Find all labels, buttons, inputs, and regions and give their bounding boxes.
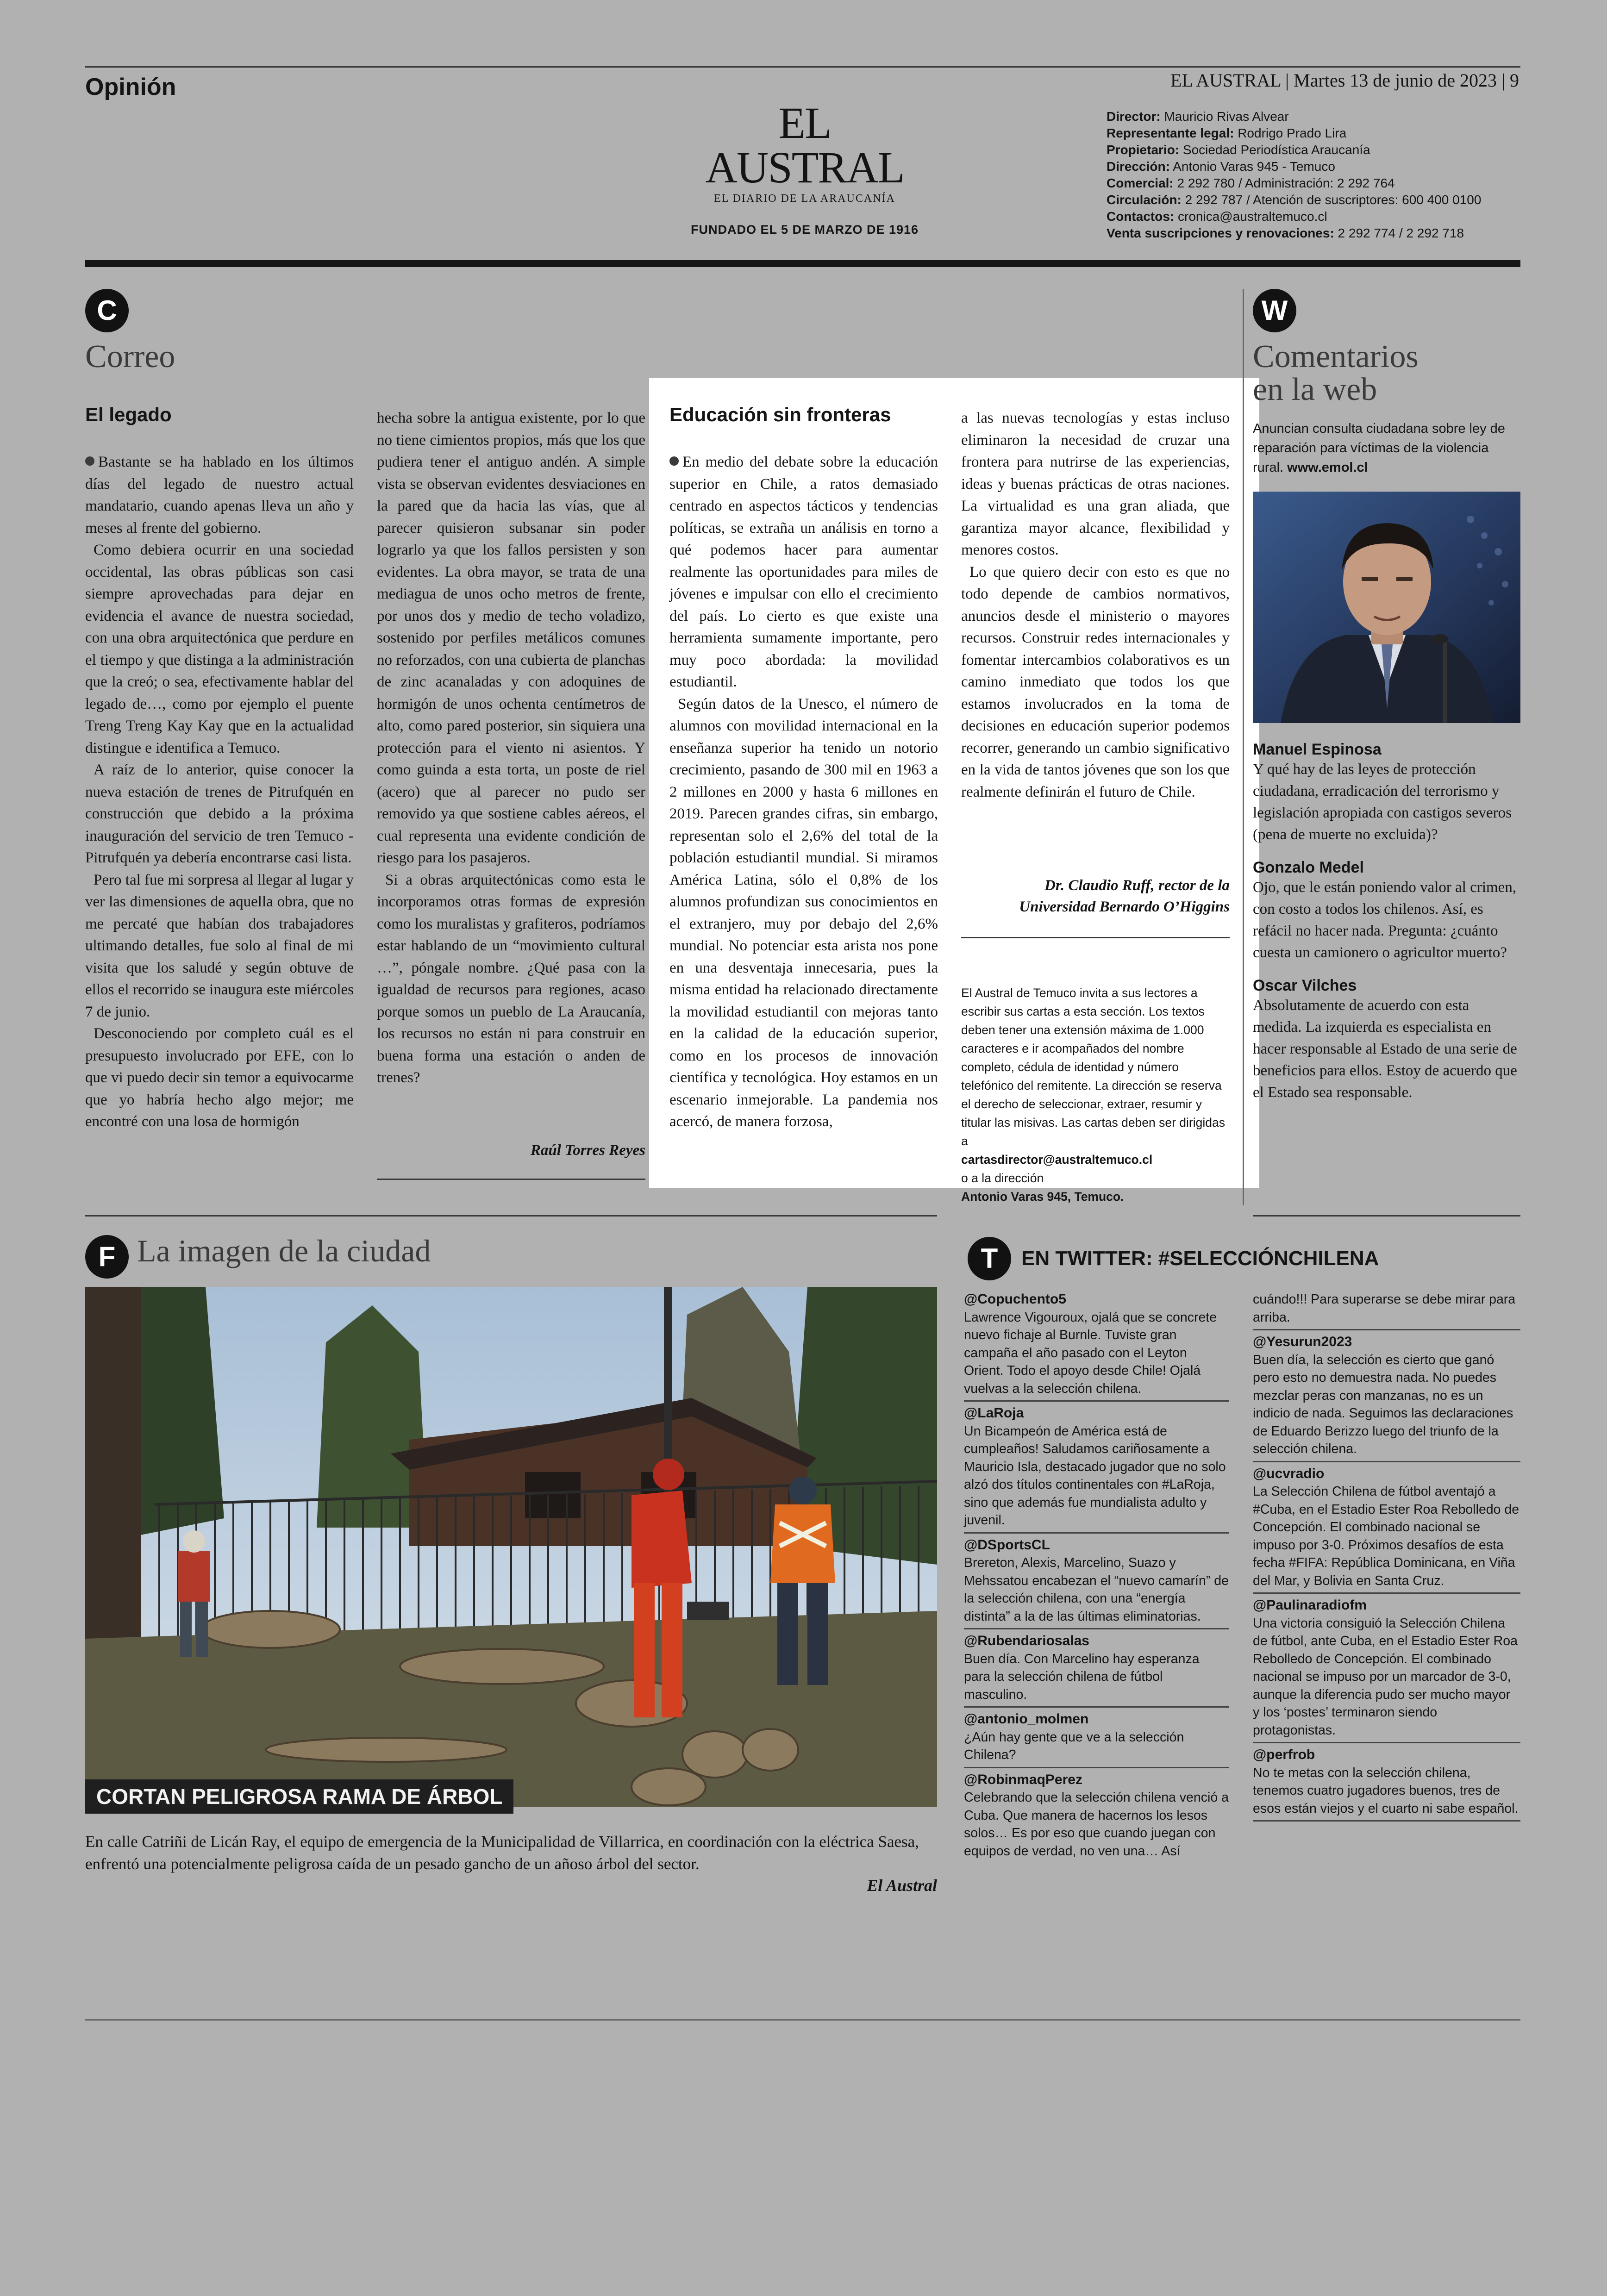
twitter-badge: T xyxy=(968,1237,1011,1280)
paragraph: hecha sobre la antigua existente, por lo que no tiene cimientos propios, más que los que pudiera tener el antiguo andén. A simple vista se observan evidentes desviaciones en la pared que da hacia las vías, que al parecer quisieron subsanar sin poder lograrlo ya que los fallos persisten y son evidentes. La obra mayor, se trata de una mediagua de unos ocho metros de frente, por unos dos y medio de techo voladizo, sostenido por perfiles metálicos comunes no reforzados, con una cubierta de planchas de zinc acanaladas y con adoquines de hormigón de unos ochenta centímetros de alto, como pared posterior, sin siquiera una protección para el viento ni asientos. Y como guinda a esta torta, un poste de riel (acero) que al parecer no pudo ser removido ya que sostiene cables aéreos, el cual representa una evidente condición de riesgo para los pasajeros. xyxy=(377,410,645,866)
letter1-headline: El legado xyxy=(85,404,172,425)
comment-author: Oscar Vilches xyxy=(1253,977,1357,994)
photo-caption: En calle Catriñi de Licán Ray, el equipo de emergencia de la Municipalidad de Villarrica, en coordinación con la eléctrica Saesa, enfrentó una potencialmente peligrosa caída de un pesado gancho de un añoso árbol del sector. xyxy=(85,1833,919,1873)
paragraph: Desconociendo por completo cuál es el presupuesto involucrado por EFE, con lo que vi puedo decir sin temor a equivocarme que yo habría hecho algo mejor; me encontré con una losa de hormigón xyxy=(85,1025,354,1130)
bullet-icon xyxy=(669,456,679,466)
comment xyxy=(1253,977,1520,1104)
tweet xyxy=(964,1710,1229,1768)
photo-credit: El Austral xyxy=(867,1876,937,1895)
comment-author: Gonzalo Medel xyxy=(1253,859,1364,876)
section-label: Opinión xyxy=(85,74,176,100)
founded-line: FUNDADO EL 5 DE MARZO DE 1916 xyxy=(690,223,919,237)
staff-row: Comercial: 2 292 780 / Administración: 2 292 764 xyxy=(1107,176,1395,190)
tweet-text: ¿Aún hay gente que ve a la selección Chilena? xyxy=(964,1729,1184,1762)
tweet-handle[interactable]: @Paulinaradiofm xyxy=(1253,1597,1367,1613)
comment-text: Ojo, que le están poniendo valor al crimen, con costo a todos los chilenos. Así, es refácil no hacer nada. Pregunta: ¿cuánto cuesta un camionero o agricultor muerto? xyxy=(1253,879,1517,961)
speaker-photo xyxy=(1253,492,1520,723)
web-intro: Anuncian consulta ciudadana sobre ley de reparación para víctimas de la violencia rural. www.emol.cl xyxy=(1253,421,1505,475)
tweets-column-1 xyxy=(964,1291,1229,1860)
paragraph: A raíz de lo anterior, quise conocer la nueva estación de trenes de Pitrufquén en construcción que debido a la próxima inauguración del servicio de tren Temuco - Pitrufquén ya debería encontrarse casi lista. xyxy=(85,761,354,866)
comment-author: Manuel Espinosa xyxy=(1253,741,1382,758)
staff-row: Venta suscripciones y renovaciones: 2 292 774 / 2 292 718 xyxy=(1107,226,1464,240)
speaker-photo-art xyxy=(1253,492,1520,723)
tweet xyxy=(1253,1333,1520,1462)
comment xyxy=(1253,859,1520,964)
tweet xyxy=(1253,1291,1520,1330)
column-divider xyxy=(1243,289,1244,1205)
bullet-icon xyxy=(85,456,94,466)
letter2-headline: Educación sin fronteras xyxy=(669,404,891,425)
photo-caption-title: CORTAN PELIGROSA RAMA DE ÁRBOL xyxy=(85,1779,513,1814)
tweet-text: cuándo!!! Para superarse se debe mirar para arriba. xyxy=(1253,1292,1516,1325)
letter1-column-2 xyxy=(377,407,645,1089)
staff-row: Representante legal: Rodrigo Prado Lira xyxy=(1107,126,1347,140)
comment xyxy=(1253,741,1520,846)
tweet-text: No te metas con la selección chilena, tenemos cuatro jugadores buenos, tres de esos están viejos y el cuarto ni sabe español. xyxy=(1253,1765,1519,1816)
top-rule xyxy=(85,66,1520,68)
tweet-text: Buen día. Con Marcelino hay esperanza para la selección chilena de fútbol masculino. xyxy=(964,1651,1200,1702)
letter1-end-rule xyxy=(377,1179,645,1180)
paragraph: a las nuevas tecnologías y estas incluso eliminaron la necesidad de cruzar una frontera para nutrirse de las experiencias, ideas y buenas prácticas de otras naciones. La virtualidad es una gran aliada, que garantiza mayor alcance, flexibilidad y menores costos. xyxy=(961,410,1230,558)
web-comments xyxy=(1253,729,1520,1104)
letter1-signature: Raúl Torres Reyes xyxy=(530,1142,645,1159)
tweet-handle[interactable]: @antonio_molmen xyxy=(964,1711,1089,1727)
masthead xyxy=(689,98,920,237)
comment-text: Y qué hay de las leyes de protección ciudadana, erradicación del terrorismo y legislación apropiada con castigos severos (pena de muerte no excluida)? xyxy=(1253,761,1512,843)
letter2-column-1 xyxy=(669,451,938,1133)
staff-row: Propietario: Sociedad Periodística Araucanía xyxy=(1107,143,1370,157)
tweet-text: Celebrando que la selección chilena venció a Cuba. Que manera de hacernos los lesos solos… Es por eso que cuando juegan con equipos de verdad, no ven una… Así xyxy=(964,1790,1229,1859)
paragraph: Según datos de la Unesco, el número de alumnos con movilidad internacional en la enseñanza superior ha tenido un notorio crecimiento, pasando de 300 mil en 1963 a 2 millones en 2000 y hasta 6 millones en 2019. Parecen grandes cifras, sin embargo, representan solo el 2,6% del total de la población estudiantil mundial. Si miramos América Latina, sólo el 0,8% de los alumnos profundizan sus conocimientos en el extranjero, muy por debajo del 2,6% mundial. No potenciar esta arista nos pone en una desventaja innecesaria, pues la misma entidad ha relacionado directamente la movilidad estudiantil con mejoras tanto en la calidad de la educación superior, como en los procesos de innovación científica y tecnológica. Hoy estamos en un escenario inmejorable. La pandemia nos acercó, de manera forzosa, xyxy=(669,695,938,1130)
paragraph: Lo que quiero decir con esto es que no todo depende de cambios normativos, anuncios desde el ministerio o mayores recursos. Construir redes internacionales y fomentar intercambios colaborativos es un camino inmediato que todos los que estamos involucrados en la toma de decisiones en educación superior podemos recorrer, generando un cambio significativo en la vida de tantos jóvenes que son los que realmente definirán el futuro de Chile. xyxy=(961,563,1230,800)
notice-top-rule xyxy=(961,937,1230,938)
twitter-title: EN TWITTER: #SELECCIÓNCHILENA xyxy=(1021,1247,1379,1270)
letter2-signature: Dr. Claudio Ruff, rector de la Universidad Bernardo O’Higgins xyxy=(1019,877,1230,915)
letters-notice: El Austral de Temuco invita a sus lectores a escribir sus cartas a esta sección. Los textos deben tener una extensión máxima de 1.000 caracteres e ir acompañados del nombre completo, cédula de identidad y número telefónico del remitente. La dirección se reserva el derecho de seleccionar, extraer, resumir y titular las misivas. Las cartas deben ser dirigidas a cartasdirector@australtemuco.cl o a la dirección Antonio Varas 945, Temuco. xyxy=(961,984,1230,1206)
tweet-handle[interactable]: @Copuchento5 xyxy=(964,1292,1066,1307)
paragraph: Pero tal fue mi sorpresa al llegar al lugar y ver las dimensiones de aquella obra, que no me percaté que habían dos trabajadores ultimando detalles, fue solo al final de mi visita que los saludé y según obtuve de ellos el recorrido se inaugura este miércoles 7 de junio. xyxy=(85,871,354,1020)
tweet-handle[interactable]: @Yesurun2023 xyxy=(1253,1334,1352,1349)
tweet-text: Buen día, la selección es cierto que ganó pero esto no demuestra nada. No puedes mezclar peras con manzanas, no es un indicio de nada. Seguimos las declaraciones de Eduardo Berizzo luego del triunfo de la selección chilena. xyxy=(1253,1352,1513,1456)
tweet-handle[interactable]: @Rubendariosalas xyxy=(964,1633,1089,1648)
letter2-column-2 xyxy=(961,407,1230,803)
web-badge: W xyxy=(1253,289,1296,332)
correo-badge: C xyxy=(85,289,129,332)
tweet xyxy=(1253,1746,1520,1822)
tweets-column-2 xyxy=(1253,1291,1520,1824)
photo-section-title: La imagen de la ciudad xyxy=(137,1233,431,1268)
masthead-tagline: EL DIARIO DE LA ARAUCANÍA xyxy=(714,193,895,205)
tweet-handle[interactable]: @ucvradio xyxy=(1253,1466,1325,1481)
comment-text: Absolutamente de acuerdo con esta medida. La izquierda es especialista en hacer responsable al Estado de una serie de beneficios para ellos. Estoy de acuerdo que el Estado sea responsable. xyxy=(1253,997,1517,1101)
tweet xyxy=(1253,1465,1520,1594)
tweet xyxy=(964,1632,1229,1708)
tweet xyxy=(964,1771,1229,1860)
bottom-rule xyxy=(85,2019,1520,2021)
tweet-text: Una victoria consiguió la Selección Chilena de fútbol, ante Cuba, en el Estadio Ester Roa Rebolledo de Concepción. El combinado nacional se impuso por un marcador de 3-0, aunque la diferencia pudo ser mucho mayor y los ‘postes’ terminaron siendo protagonistas. xyxy=(1253,1616,1518,1738)
correo-title: Correo xyxy=(85,339,175,374)
tweet xyxy=(1253,1597,1520,1743)
tweet-handle[interactable]: @perfrob xyxy=(1253,1747,1315,1762)
paragraph: Bastante se ha hablado en los últimos días del legado de nuestro actual mandatario, cuando apenas lleva un año y meses al frente del gobierno. xyxy=(85,454,354,537)
section-rule xyxy=(1253,1215,1520,1217)
tweet-text: Un Bicampeón de América está de cumpleaños! Saludamos cariñosamente a Mauricio Isla, destacado jugador que no solo alzó dos títulos continentales con #LaRoja, sino que además fue mundialista adulto y juvenil. xyxy=(964,1423,1226,1528)
staff-row: Dirección: Antonio Varas 945 - Temuco xyxy=(1107,159,1335,174)
tweet xyxy=(964,1404,1229,1534)
tweet-handle[interactable]: @LaRoja xyxy=(964,1405,1024,1421)
paragraph: En medio del debate sobre la educación superior en Chile, a ratos demasiado centrado en aspectos tácticos y tendencias políticas, se extraña un análisis en torno a qué podemos hacer para aumentar realmente las oportunidades para miles de jóvenes e impulsar con ello el crecimiento del país. Lo cierto es que existe una herramienta sumamente importante, pero muy poco abordada: la movilidad estudiantil. xyxy=(669,454,938,690)
web-title: Comentarios en la web xyxy=(1253,339,1419,408)
tweet xyxy=(964,1536,1229,1630)
staff-row: Director: Mauricio Rivas Alvear xyxy=(1107,109,1289,124)
issue-line: EL AUSTRAL | Martes 13 de junio de 2023 | 9 xyxy=(1170,70,1519,91)
tweet-handle[interactable]: @RobinmaqPerez xyxy=(964,1772,1082,1787)
header-thick-rule xyxy=(85,260,1520,267)
web-intro-site[interactable]: www.emol.cl xyxy=(1287,460,1368,475)
masthead-name: EL AUSTRAL xyxy=(705,98,904,192)
tweet-text: Brereton, Alexis, Marcelino, Suazo y Mehssatou encabezan el “nuevo camarín” de la selección chilena, con una “energía distinta” a la de las últimas eliminatorias. xyxy=(964,1555,1229,1624)
section-rule xyxy=(85,1215,937,1217)
paragraph: Si a obras arquitectónicas como esta le incorporamos otras formas de expresión como los muralistas y grafiteros, podríamos estar hablando de un “movimiento cultural …”, póngale nombre. ¿Qué pasa con la igualdad de recursos para regiones, acaso porque somos un pueblo de La Araucanía, los recursos no están ni para construir en buena forma una estación o anden de trenes? xyxy=(377,871,645,1086)
photo-badge: F xyxy=(85,1235,129,1279)
staff-box xyxy=(1107,108,1481,242)
paragraph: Como debiera ocurrir en una sociedad occidental, las obras públicas son casi siempre aprovechadas para dejar en evidencia el avance de nuestra sociedad, con una obra arquitectónica que perdure en el tiempo y que distinga a la administración que la creó; o sea, efectivamente hablar del legado de…, como por ejemplo el puente Treng Treng Kay Kay que en la actualidad distingue e identifica a Temuco. xyxy=(85,542,354,756)
notice-email[interactable]: cartasdirector@australtemuco.cl xyxy=(961,1153,1153,1167)
tweet xyxy=(964,1291,1229,1402)
city-photo-art xyxy=(85,1287,937,1807)
staff-row: Contactos: cronica@australtemuco.cl xyxy=(1107,209,1327,224)
tweet-text: Lawrence Vigouroux, ojalá que se concrete nuevo fichaje al Burnle. Tuviste gran campaña el año pasado con el Leyton Orient. Todo el apoyo desde Chile! Ojalá vuelvas a la selección chilena. xyxy=(964,1310,1217,1396)
staff-row: Circulación: 2 292 787 / Atención de suscriptores: 600 400 0100 xyxy=(1107,193,1482,207)
tweet-handle[interactable]: @DSportsCL xyxy=(964,1537,1050,1553)
letter1-column-1 xyxy=(85,451,354,1133)
city-photo xyxy=(85,1287,937,1807)
tweet-text: La Selección Chilena de fútbol aventajó a #Cuba, en el Estadio Ester Roa Rebolledo de Concepción. El combinado nacional se impuso por 3-0. Próximos desafíos de esta fecha #FIFA: República Dominicana, en Viña del Mar, y Bolivia en Santa Cruz. xyxy=(1253,1484,1519,1588)
